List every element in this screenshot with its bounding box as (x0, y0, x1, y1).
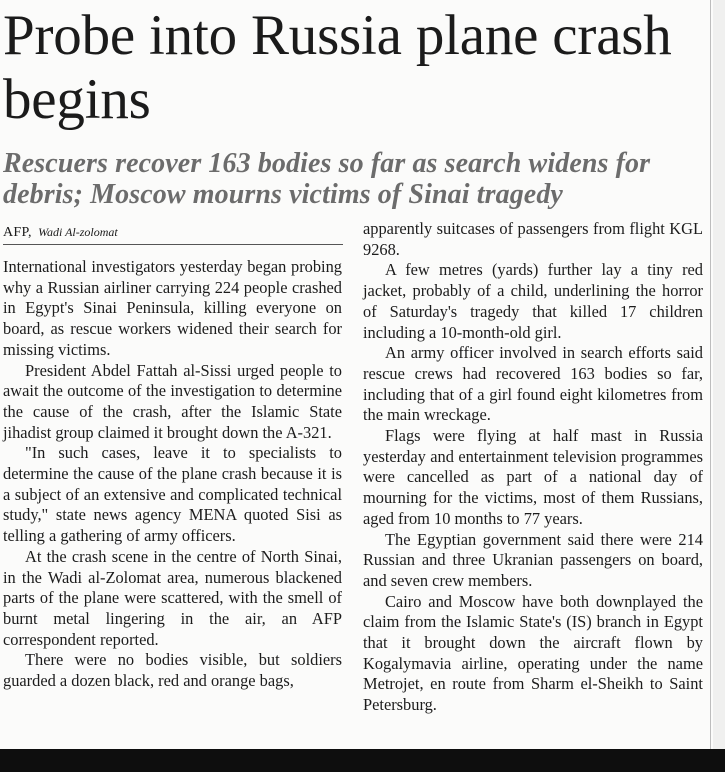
paragraph: A few metres (yards) further lay a tiny red jacket, probably of a child, underlining the horror of Saturday's tragedy that killed 17 children including a 10-month-old girl. (363, 260, 703, 342)
byline (3, 224, 343, 241)
byline-location: Wadi Al-zolomat (38, 225, 118, 239)
subheadline: Rescuers recover 163 bodies so far as search widens for debris; Moscow mourns victims of Sinai tragedy (3, 148, 651, 210)
paragraph: The Egyptian government said there were 214 Russian and three Ukranian passengers on board, and seven crew members. (363, 529, 703, 590)
paragraph: At the crash scene in the centre of North Sinai, in the Wadi al-Zolomat area, numerous blackened parts of the plane were scattered, with the smell of burnt metal lingering in the air, an AFP correspondent reported. (3, 546, 342, 649)
byline-agency: AFP, (3, 225, 32, 240)
adjacent-page-edge (713, 0, 725, 755)
article-column-left (3, 257, 342, 692)
article-column-right (363, 219, 703, 716)
byline-divider (3, 244, 343, 245)
scan-bottom-edge (0, 749, 725, 772)
column-divider (710, 0, 711, 755)
paragraph: There were no bodies visible, but soldiers guarded a dozen black, red and orange bags, (3, 650, 342, 691)
paragraph: "In such cases, leave it to specialists to determine the cause of the plane crash because it is a subject of an extensive and complicated technical study," state news agency MENA quoted Sisi as telling a gathering of army officers. (3, 443, 342, 546)
paragraph: President Abdel Fattah al-Sissi urged people to await the outcome of the investigation to determine the cause of the crash, after the Islamic State jihadist group claimed it brought down the A-321. (3, 360, 342, 442)
paragraph: An army officer involved in search efforts said rescue crews had recovered 163 bodies so far, including that of a girl found eight kilometres from the main wreckage. (363, 343, 703, 425)
paragraph: International investigators yesterday began probing why a Russian airliner carrying 224 people crashed in Egypt's Sinai Peninsula, killing everyone on board, as rescue workers widened their search for missing victims. (3, 257, 342, 359)
paragraph: Cairo and Moscow have both downplayed the claim from the Islamic State's (IS) branch in Egypt that it brought down the aircraft flown by Kogalymavia airline, operating under the name Metrojet, en route from Sharm el-Sheikh to Saint Petersburg. (363, 591, 703, 715)
headline: Probe into Russia plane crash begins (3, 4, 672, 131)
paragraph: Flags were flying at half mast in Russia yesterday and entertainment television programmes were cancelled as part of a national day of mourning for the victims, most of them Russians, aged from 10 months to 77 years. (363, 426, 703, 528)
paragraph: apparently suitcases of passengers from flight KGL 9268. (363, 219, 703, 259)
